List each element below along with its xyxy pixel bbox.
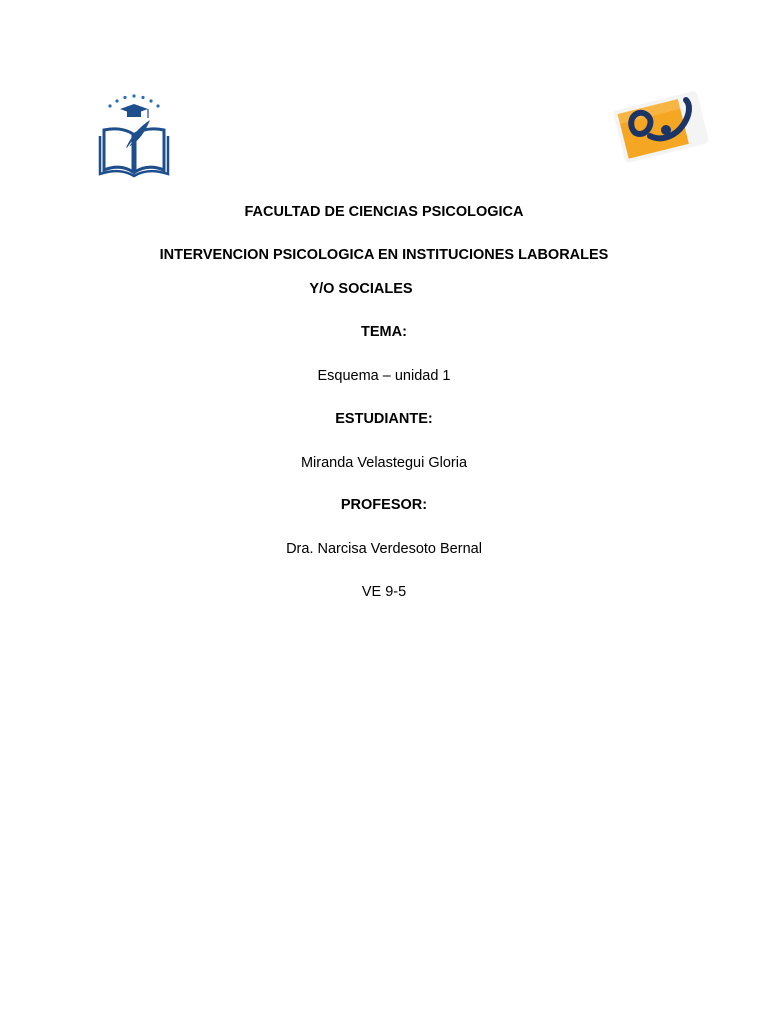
psychology-faculty-icon: [608, 86, 714, 168]
professor-label: PROFESOR:: [340, 497, 428, 513]
faculty-title: FACULTAD DE CIENCIAS PSICOLOGICA: [244, 204, 524, 220]
faculty-logo: [608, 86, 714, 168]
tema-label: TEMA:: [361, 324, 407, 340]
professor-name: Dra. Narcisa Verdesoto Bernal: [286, 541, 482, 557]
course-title-line-2: Y/O SOCIALES: [309, 281, 413, 297]
university-logo: [96, 92, 174, 178]
student-name: Miranda Velastegui Gloria: [300, 455, 468, 471]
course-title-line-1: INTERVENCION PSICOLOGICA EN INSTITUCIONES LABORALES: [159, 247, 609, 263]
student-label: ESTUDIANTE:: [335, 411, 433, 427]
university-book-quill-icon: [96, 92, 174, 178]
group-code: VE 9-5: [361, 584, 407, 600]
tema-value: Esquema – unidad 1: [317, 368, 451, 384]
